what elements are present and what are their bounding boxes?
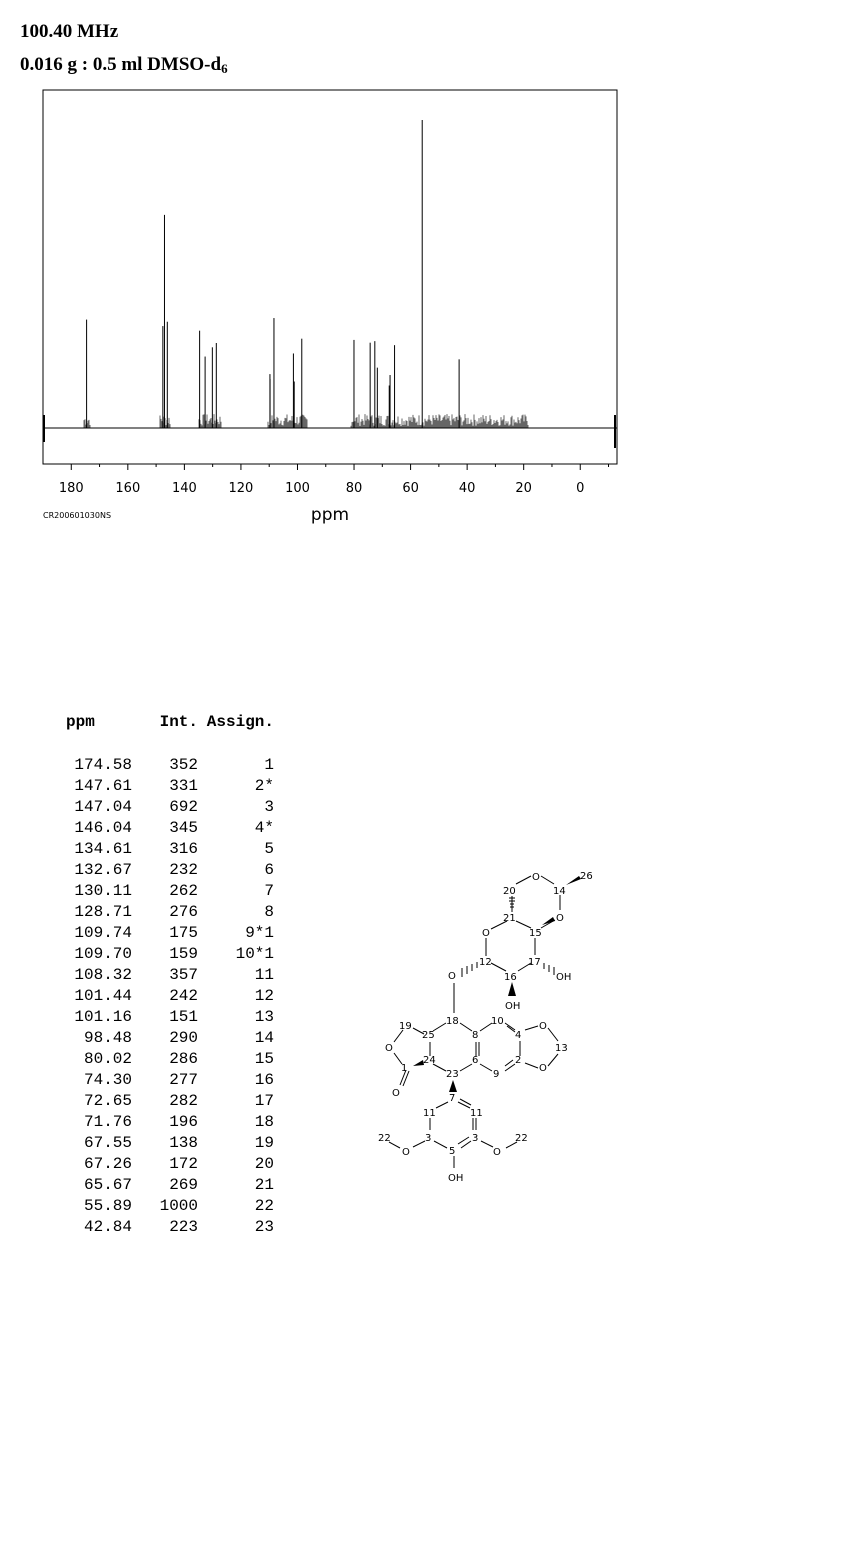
position-label-23: 23: [446, 1069, 459, 1080]
cell-intensity: 262: [169, 882, 198, 900]
cell-assignment: 7: [264, 882, 274, 900]
table-row: [66, 776, 274, 797]
cell-intensity: 357: [169, 966, 198, 984]
position-label-5: 5: [449, 1146, 456, 1157]
table-row: [66, 1217, 274, 1238]
table-row: [66, 755, 274, 776]
position-label-11: 11: [423, 1108, 436, 1119]
cell-intensity: 331: [169, 777, 198, 795]
cell-assignment: 17: [254, 1092, 274, 1110]
x-tick-label: 0: [576, 481, 585, 496]
table-row: [66, 818, 274, 839]
cell-intensity: 172: [169, 1155, 198, 1173]
cell-assignment: 22: [254, 1197, 274, 1215]
spectrometer-frequency: 100.40 MHz: [20, 21, 119, 42]
cell-assignment: 8: [264, 903, 274, 921]
table-row: [66, 944, 274, 965]
cell-assignment: 21: [254, 1176, 274, 1194]
table-row: [66, 839, 274, 860]
sample-solvent: 0.016 g : 0.5 ml DMSO-d: [20, 54, 222, 75]
cell-ppm: 65.67: [83, 1176, 132, 1194]
cell-ppm: 146.04: [74, 819, 132, 837]
table-spacer: [66, 733, 274, 755]
table-row: [66, 923, 274, 944]
atom-o: O: [392, 1088, 400, 1099]
table-row: [66, 1028, 274, 1049]
x-tick-label: 100: [285, 481, 310, 496]
table-row: [66, 1175, 274, 1196]
cell-ppm: 128.71: [74, 903, 132, 921]
cell-intensity: 242: [169, 987, 198, 1005]
cell-assignment: 9*1: [245, 924, 274, 942]
atom-o: O: [556, 913, 564, 924]
cell-assignment: 1: [264, 756, 274, 774]
molecular-structure: [370, 860, 610, 1190]
position-label-2: 2: [515, 1055, 522, 1066]
hash-bond-17: [544, 963, 554, 975]
x-axis-label: ppm: [310, 505, 350, 525]
x-tick-label: 160: [115, 481, 141, 496]
atom-o: O: [402, 1147, 410, 1158]
dioxole-ring: [525, 1026, 558, 1068]
atom-o: O: [493, 1147, 501, 1158]
position-label-13: 13: [555, 1043, 568, 1054]
lactone-ring: [394, 1028, 424, 1086]
cell-assignment: 12: [254, 987, 274, 1005]
cell-intensity: 1000: [159, 1197, 198, 1215]
table-row: [66, 1196, 274, 1217]
atom-o: O: [385, 1043, 393, 1054]
cell-ppm: 132.67: [74, 861, 132, 879]
table-row: [66, 965, 274, 986]
x-tick-label: 80: [345, 481, 363, 496]
position-label-12: 12: [479, 957, 492, 968]
cell-assignment: 19: [254, 1134, 274, 1152]
nmr-spectrum-chart: [0, 85, 640, 535]
cell-ppm: 130.11: [74, 882, 132, 900]
table-row: [66, 1091, 274, 1112]
wedge-7: [449, 1080, 457, 1092]
cell-ppm: 147.61: [74, 777, 132, 795]
x-axis-ticks: [59, 464, 609, 496]
position-label-17: 17: [528, 957, 541, 968]
table-row: [66, 902, 274, 923]
hash-bond-12: [462, 962, 477, 977]
atom-oh: OH: [505, 1001, 521, 1012]
cell-intensity: 196: [169, 1113, 198, 1131]
cell-assignment: 11: [254, 966, 274, 984]
cell-intensity: 345: [169, 819, 198, 837]
cell-assignment: 15: [254, 1050, 274, 1068]
cell-assignment: 5: [264, 840, 274, 858]
cell-assignment: 13: [254, 1008, 274, 1026]
position-label-6: 6: [472, 1055, 479, 1066]
cell-intensity: 159: [169, 945, 198, 963]
cell-ppm: 134.61: [74, 840, 132, 858]
position-label-25: 25: [422, 1030, 435, 1041]
cell-intensity: 175: [169, 924, 198, 942]
cell-intensity: 286: [169, 1050, 198, 1068]
position-label-10: 10: [491, 1016, 504, 1027]
cell-intensity: 232: [169, 861, 198, 879]
table-header-row: [66, 712, 274, 733]
position-label-26: 26: [580, 871, 593, 882]
position-label-3: 3: [472, 1133, 479, 1144]
cell-ppm: 67.55: [83, 1134, 132, 1152]
cell-ppm: 42.84: [83, 1218, 132, 1236]
spectrum-id: CR200601030NS: [43, 511, 112, 520]
cell-assignment: 14: [254, 1029, 274, 1047]
wedge-26: [566, 876, 581, 885]
cell-assignment: 18: [254, 1113, 274, 1131]
table-row: [66, 1007, 274, 1028]
atom-o: O: [448, 971, 456, 982]
x-tick-label: 40: [458, 481, 476, 496]
cell-intensity: 282: [169, 1092, 198, 1110]
position-label-24: 24: [423, 1055, 436, 1066]
cell-intensity: 290: [169, 1029, 198, 1047]
cell-ppm: 80.02: [83, 1050, 132, 1068]
cell-assignment: 4*: [254, 819, 274, 837]
position-label-7: 7: [449, 1093, 456, 1104]
cell-assignment: 16: [254, 1071, 274, 1089]
position-label-4: 4: [515, 1030, 522, 1041]
table-row: [66, 986, 274, 1007]
peak-table: [66, 712, 274, 1238]
position-label-9: 9: [493, 1069, 500, 1080]
position-label-11: 11: [470, 1108, 483, 1119]
x-tick-label: 140: [171, 481, 197, 496]
cell-intensity: 316: [169, 840, 198, 858]
position-label-15: 15: [529, 928, 542, 939]
cell-intensity: 276: [169, 903, 198, 921]
atom-oh: OH: [556, 972, 572, 983]
atom-oh: OH: [448, 1173, 464, 1184]
baseline-noise: [44, 414, 615, 448]
atom-o: O: [539, 1063, 547, 1074]
cell-intensity: 352: [169, 756, 198, 774]
table-row: [66, 1049, 274, 1070]
peak-table-body: [66, 733, 274, 1238]
peak-layer: [87, 120, 460, 428]
position-label-20: 20: [503, 886, 516, 897]
cell-assignment: 20: [254, 1155, 274, 1173]
cell-intensity: 223: [169, 1218, 198, 1236]
cell-ppm: 108.32: [74, 966, 132, 984]
position-label-21: 21: [503, 913, 516, 924]
x-tick-label: 60: [402, 481, 419, 496]
cell-ppm: 71.76: [83, 1113, 132, 1131]
position-label-16: 16: [504, 972, 517, 983]
table-row: [66, 1154, 274, 1175]
cell-ppm: 98.48: [83, 1029, 132, 1047]
cell-ppm: 101.44: [74, 987, 132, 1005]
position-label-19: 19: [399, 1021, 412, 1032]
position-label-3: 3: [425, 1133, 432, 1144]
position-label-22: 22: [515, 1133, 528, 1144]
solvent-deuteration-subscript: 6: [221, 61, 228, 76]
cell-assignment: 3: [264, 798, 274, 816]
header-assignment: Assign.: [206, 713, 274, 731]
table-row: [66, 881, 274, 902]
cell-intensity: 269: [169, 1176, 198, 1194]
cell-ppm: 74.30: [83, 1071, 132, 1089]
position-label-8: 8: [472, 1030, 479, 1041]
plot-frame: [43, 90, 617, 464]
table-row: [66, 860, 274, 881]
atom-o: O: [532, 872, 540, 883]
header-ppm: ppm: [66, 713, 95, 731]
atom-o: O: [482, 928, 490, 939]
methylenedioxy-benzene-ring: [480, 1023, 520, 1071]
position-label-22: 22: [378, 1133, 391, 1144]
atom-o: O: [539, 1021, 547, 1032]
cell-ppm: 147.04: [74, 798, 132, 816]
position-label-14: 14: [553, 886, 566, 897]
cell-ppm: 101.16: [74, 1008, 132, 1026]
cell-assignment: 2*: [254, 777, 274, 795]
cell-assignment: 10*1: [235, 945, 274, 963]
x-tick-label: 180: [58, 481, 84, 496]
cell-assignment: 23: [254, 1218, 274, 1236]
sample-conditions: [20, 53, 228, 77]
position-label-1: 1: [401, 1063, 408, 1074]
cell-intensity: 692: [169, 798, 198, 816]
cell-ppm: 109.70: [74, 945, 132, 963]
cell-ppm: 72.65: [83, 1092, 132, 1110]
table-row: [66, 797, 274, 818]
table-row: [66, 1070, 274, 1091]
x-tick-label: 20: [515, 481, 532, 496]
cell-intensity: 151: [169, 1008, 198, 1026]
cell-intensity: 277: [169, 1071, 198, 1089]
cell-assignment: 6: [264, 861, 274, 879]
position-label-18: 18: [446, 1016, 459, 1027]
table-row: [66, 1133, 274, 1154]
table-row: [66, 1112, 274, 1133]
cell-ppm: 55.89: [83, 1197, 132, 1215]
wedge-16: [508, 982, 516, 996]
header-intensity: Int.: [159, 713, 198, 731]
x-tick-label: 120: [228, 481, 254, 496]
cell-ppm: 174.58: [74, 756, 132, 774]
cell-intensity: 138: [169, 1134, 198, 1152]
cell-ppm: 109.74: [74, 924, 132, 942]
cell-ppm: 67.26: [83, 1155, 132, 1173]
